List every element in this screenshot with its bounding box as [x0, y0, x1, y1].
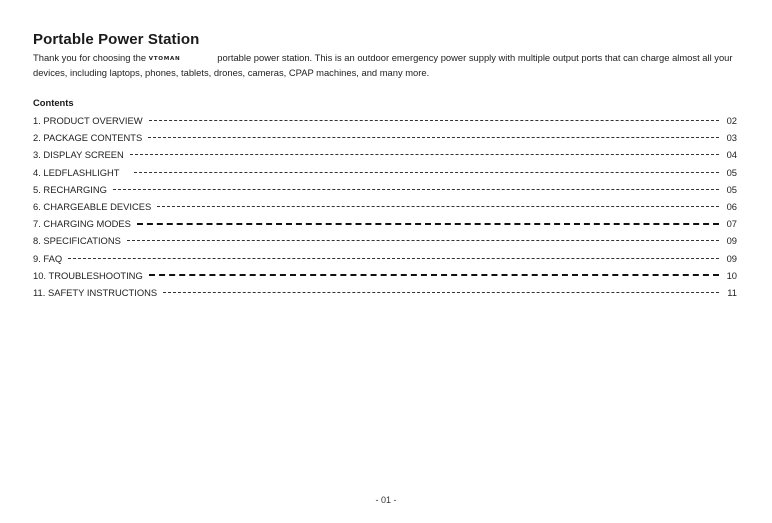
toc-entry-label: 2. PACKAGE CONTENTS: [33, 132, 143, 144]
toc-entry-page: 05: [726, 166, 737, 178]
toc-entry-package-contents[interactable]: [33, 129, 737, 146]
toc-dot-leader: [127, 240, 719, 241]
toc-dot-leader: [148, 137, 719, 138]
toc-entry-chargeable-devices[interactable]: [33, 198, 737, 215]
toc-entry-label: 9. FAQ: [33, 252, 63, 264]
toc-dot-leader: [68, 258, 719, 259]
toc-entry-specifications[interactable]: [33, 232, 737, 249]
toc-entry-label: 1. PRODUCT OVERVIEW: [33, 115, 143, 127]
toc-entry-page: 07: [726, 218, 737, 230]
toc-entry-troubleshooting[interactable]: [33, 267, 737, 284]
toc-entry-display-screen[interactable]: [33, 146, 737, 163]
toc-entry-page: 06: [726, 201, 737, 213]
toc-entry-label: 10. TROUBLESHOOTING: [33, 269, 143, 281]
toc-dot-leader: [137, 223, 719, 225]
toc-entry-page: 09: [726, 252, 737, 264]
toc-dot-leader: [134, 172, 720, 173]
page-title: Portable Power Station: [33, 31, 200, 48]
page-number: - 01 -: [375, 495, 397, 505]
toc-entry-page: 09: [726, 235, 737, 247]
table-of-contents: [33, 112, 737, 301]
toc-entry-label: 7. CHARGING MODES: [33, 218, 131, 230]
toc-entry-page: 04: [726, 149, 737, 161]
toc-entry-label: 4. LEDFLASHLIGHT: [33, 166, 120, 178]
toc-dot-leader: [163, 292, 719, 293]
brand-logo: VTOMAN: [148, 56, 181, 62]
toc-entry-page: 03: [726, 132, 737, 144]
toc-dot-leader: [149, 274, 719, 276]
toc-dot-leader: [157, 206, 719, 207]
toc-dot-leader: [113, 189, 719, 190]
toc-entry-faq[interactable]: [33, 250, 737, 267]
toc-entry-page: 02: [726, 115, 737, 127]
toc-entry-page: 10: [726, 269, 737, 281]
intro-paragraph: [33, 51, 733, 80]
intro-text-end: portable power station. This is an outdoor emergency power supply with multiple output ports that can charge almost all your devices, including laptops, phones, tablets, drones, cameras, CPAP machines, and many more.: [33, 52, 733, 78]
toc-entry-label: 5. RECHARGING: [33, 183, 107, 195]
contents-heading: Contents: [33, 97, 74, 108]
toc-entry-recharging[interactable]: [33, 181, 737, 198]
toc-entry-label: 8. SPECIFICATIONS: [33, 235, 121, 247]
toc-entry-safety-instructions[interactable]: [33, 284, 737, 301]
toc-dot-leader: [130, 154, 719, 155]
toc-entry-label: 11. SAFETY INSTRUCTIONS: [33, 286, 158, 298]
toc-entry-charging-modes[interactable]: [33, 215, 737, 232]
toc-entry-label: 6. CHARGEABLE DEVICES: [33, 201, 152, 213]
toc-dot-leader: [149, 120, 719, 121]
intro-text-start: Thank you for choosing the: [33, 52, 149, 63]
toc-entry-product-overview[interactable]: [33, 112, 737, 129]
toc-entry-page: 05: [726, 183, 737, 195]
toc-entry-page: 11: [727, 286, 737, 298]
toc-entry-label: 3. DISPLAY SCREEN: [33, 149, 124, 161]
toc-entry-ledflashlight[interactable]: [33, 164, 737, 181]
